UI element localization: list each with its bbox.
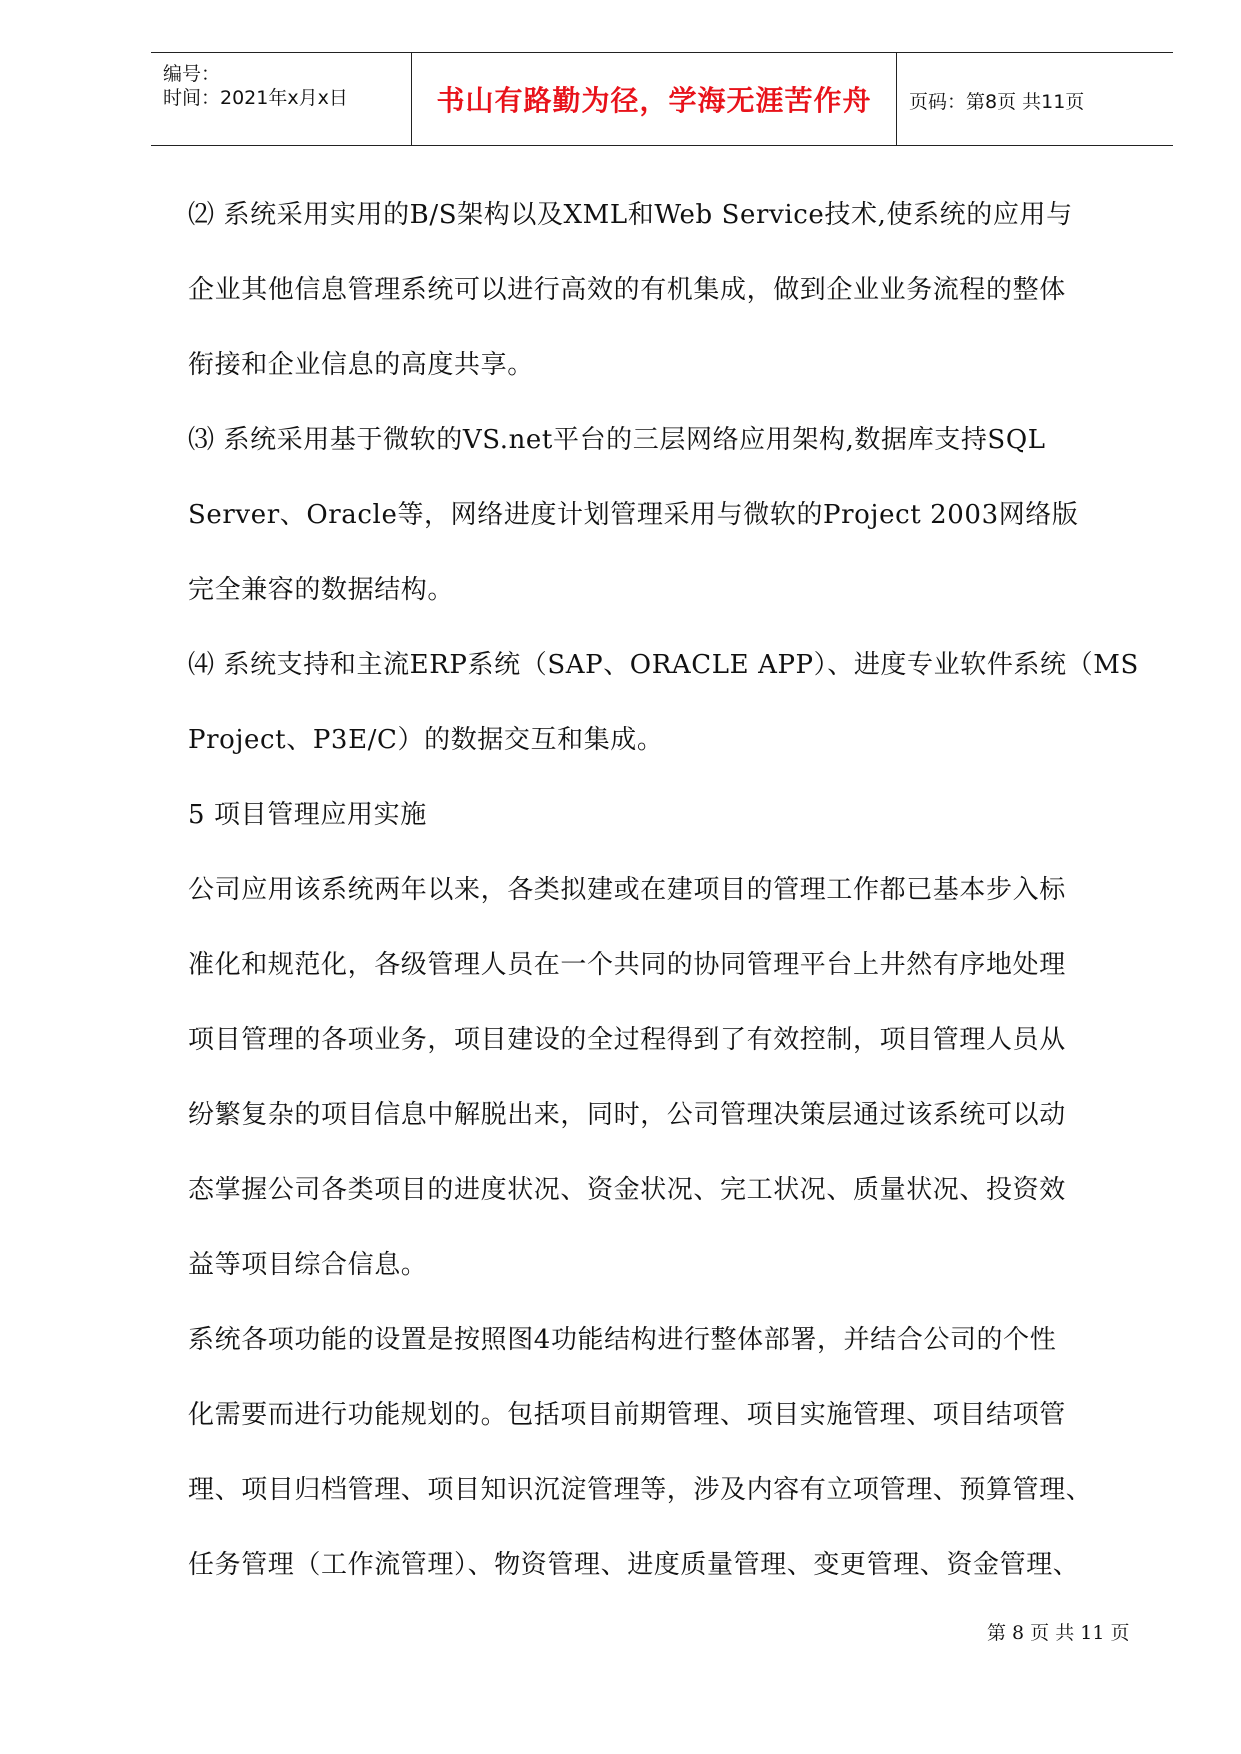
body-line: 益等项目综合信息。 xyxy=(188,1250,428,1280)
header-motto-cell xyxy=(412,53,897,145)
header-info-cell xyxy=(151,53,412,145)
body-line: 任务管理（工作流管理）、物资管理、进度质量管理、变更管理、资金管理、 xyxy=(188,1550,1080,1580)
body-line: 完全兼容的数据结构。 xyxy=(188,575,455,605)
body-line: 化需要而进行功能规划的。包括项目前期管理、项目实施管理、项目结项管 xyxy=(188,1400,1066,1430)
body-line: ⑵ 系统采用实用的B/S架构以及XML和Web Service技术,使系统的应用与 xyxy=(188,200,1073,230)
body-line: 企业其他信息管理系统可以进行高效的有机集成，做到企业业务流程的整体 xyxy=(188,275,1066,305)
header-motto: 书山有路勤为径，学海无涯苦作舟 xyxy=(436,84,872,117)
document-number-label: 编号： xyxy=(163,63,221,85)
body-line: 衔接和企业信息的高度共享。 xyxy=(188,350,534,380)
body-line: Server、Oracle等，网络进度计划管理采用与微软的Project 2003网络版 xyxy=(188,500,1079,530)
body-line: 项目管理的各项业务，项目建设的全过程得到了有效控制，项目管理人员从 xyxy=(188,1025,1066,1055)
body-line: 公司应用该系统两年以来，各类拟建或在建项目的管理工作都已基本步入标 xyxy=(188,875,1066,905)
section-heading: 5 项目管理应用实施 xyxy=(188,800,427,830)
page-header xyxy=(151,52,1173,146)
body-line: ⑶ 系统采用基于微软的VS.net平台的三层网络应用架构,数据库支持SQL xyxy=(188,425,1046,455)
body-line: Project、P3E/C）的数据交互和集成。 xyxy=(188,725,664,755)
body-line: 准化和规范化，各级管理人员在一个共同的协同管理平台上井然有序地处理 xyxy=(188,950,1066,980)
body-line: 纷繁复杂的项目信息中解脱出来，同时，公司管理决策层通过该系统可以动 xyxy=(188,1100,1066,1130)
document-time-label: 时间：2021年x月x日 xyxy=(163,87,348,109)
body-line: 理、项目归档管理、项目知识沉淀管理等，涉及内容有立项管理、预算管理、 xyxy=(188,1475,1093,1505)
body-line: 系统各项功能的设置是按照图4功能结构进行整体部署，并结合公司的个性 xyxy=(188,1325,1057,1355)
header-page-cell xyxy=(897,53,1173,145)
document-body xyxy=(188,178,1140,1603)
header-page-number: 页码：第8页 共11页 xyxy=(909,91,1085,113)
body-line: 态掌握公司各类项目的进度状况、资金状况、完工状况、质量状况、投资效 xyxy=(188,1175,1066,1205)
page-footer: 第 8 页 共 11 页 xyxy=(987,1622,1130,1644)
body-line: ⑷ 系统支持和主流ERP系统（SAP、ORACLE APP）、进度专业软件系统（MS xyxy=(188,650,1139,680)
